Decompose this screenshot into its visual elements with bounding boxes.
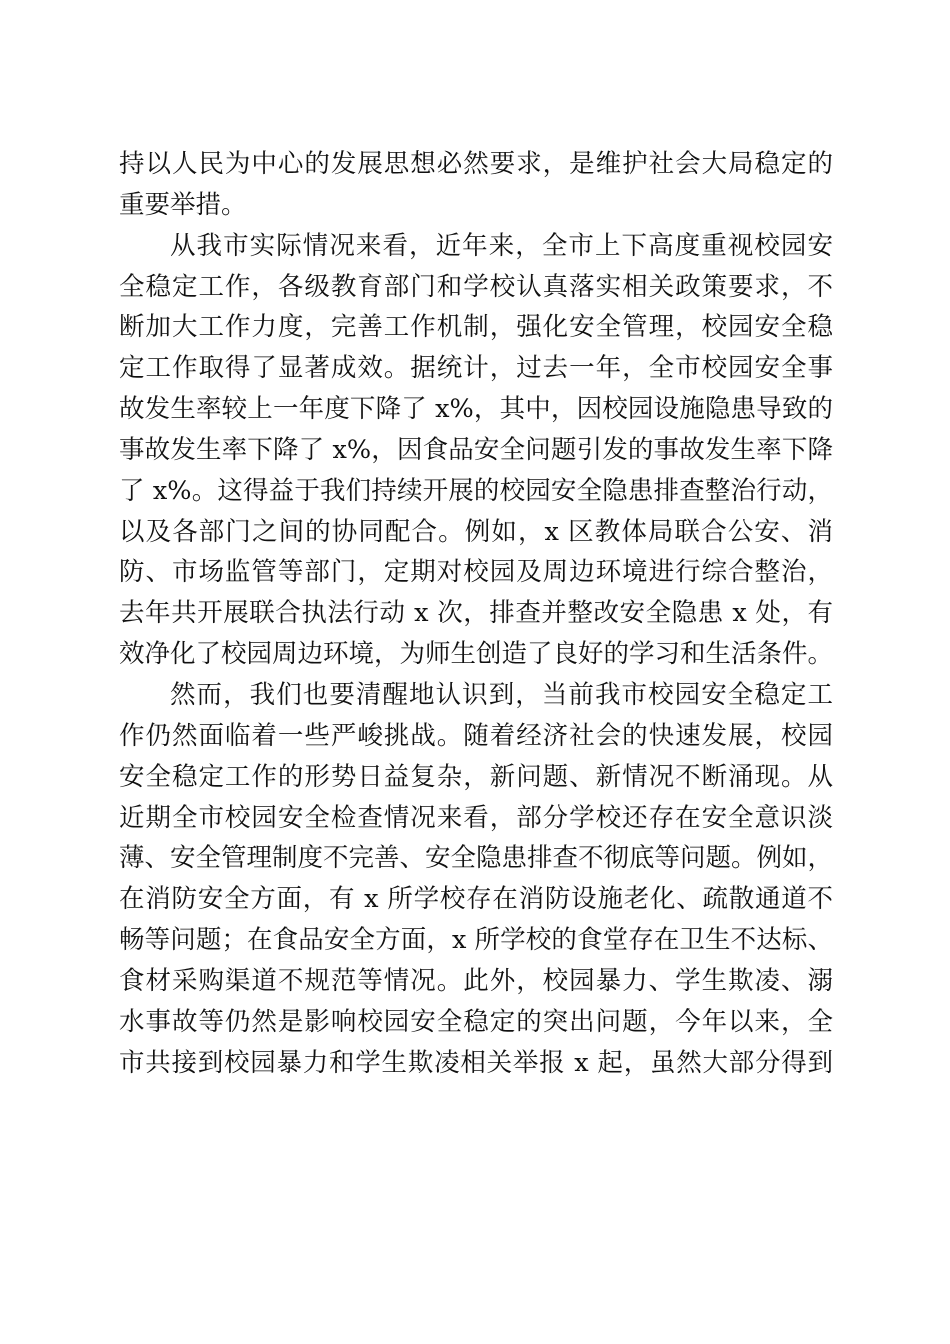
text-line: 薄、安全管理制度不完善、安全隐患排查不彻底等问题。例如， <box>119 843 834 874</box>
body-text <box>119 144 833 1083</box>
text-line: 在消防安全方面，有 x 所学校存在消防设施老化、疏散通道不 <box>119 884 833 915</box>
text-line: 畅等问题；在食品安全方面，x 所学校的食堂存在卫生不达标、 <box>119 925 833 956</box>
text-line: 去年共开展联合执法行动 x 次，排查并整改安全隐患 x 处，有 <box>119 598 833 629</box>
text-line: 食材采购渠道不规范等情况。此外，校园暴力、学生欺凌、溺 <box>119 965 833 996</box>
text-line: 事故发生率下降了 x%，因食品安全问题引发的事故发生率下降 <box>119 434 833 465</box>
text-line: 以及各部门之间的协同配合。例如，x 区教体局联合公安、消 <box>119 516 833 547</box>
paragraph-first-line: 从我市实际情况来看，近年来，全市上下高度重视校园安 <box>170 230 833 261</box>
text-line: 安全稳定工作的形势日益复杂，新问题、新情况不断涌现。从 <box>119 761 833 792</box>
text-line: 故发生率较上一年度下降了 x%，其中，因校园设施隐患导致的 <box>119 394 833 425</box>
text-line: 近期全市校园安全检查情况来看，部分学校还存在安全意识淡 <box>119 802 833 833</box>
paragraph-first-line: 然而，我们也要清醒地认识到，当前我市校园安全稳定工 <box>170 679 833 710</box>
text-line: 防、市场监管等部门，定期对校园及周边环境进行综合整治， <box>119 557 833 588</box>
text-line: 持以人民为中心的发展思想必然要求，是维护社会大局稳定的 <box>119 149 833 179</box>
text-line: 定工作取得了显著成效。据统计，过去一年，全市校园安全事 <box>119 353 833 384</box>
text-line: 作仍然面临着一些严峻挑战。随着经济社会的快速发展，校园 <box>119 720 833 751</box>
text-line: 了 x%。这得益于我们持续开展的校园安全隐患排查整治行动， <box>119 475 833 506</box>
text-line: 全稳定工作，各级教育部门和学校认真落实相关政策要求，不 <box>119 271 833 302</box>
text-line: 断加大工作力度，完善工作机制，强化安全管理，校园安全稳 <box>119 312 833 343</box>
text-line: 水事故等仍然是影响校园安全稳定的突出问题，今年以来，全 <box>119 1006 833 1037</box>
text-line: 市共接到校园暴力和学生欺凌相关举报 x 起，虽然大部分得到 <box>119 1047 833 1078</box>
text-line: 效净化了校园周边环境，为师生创造了良好的学习和生活条件。 <box>119 639 834 670</box>
text-line: 重要举措。 <box>119 189 247 220</box>
